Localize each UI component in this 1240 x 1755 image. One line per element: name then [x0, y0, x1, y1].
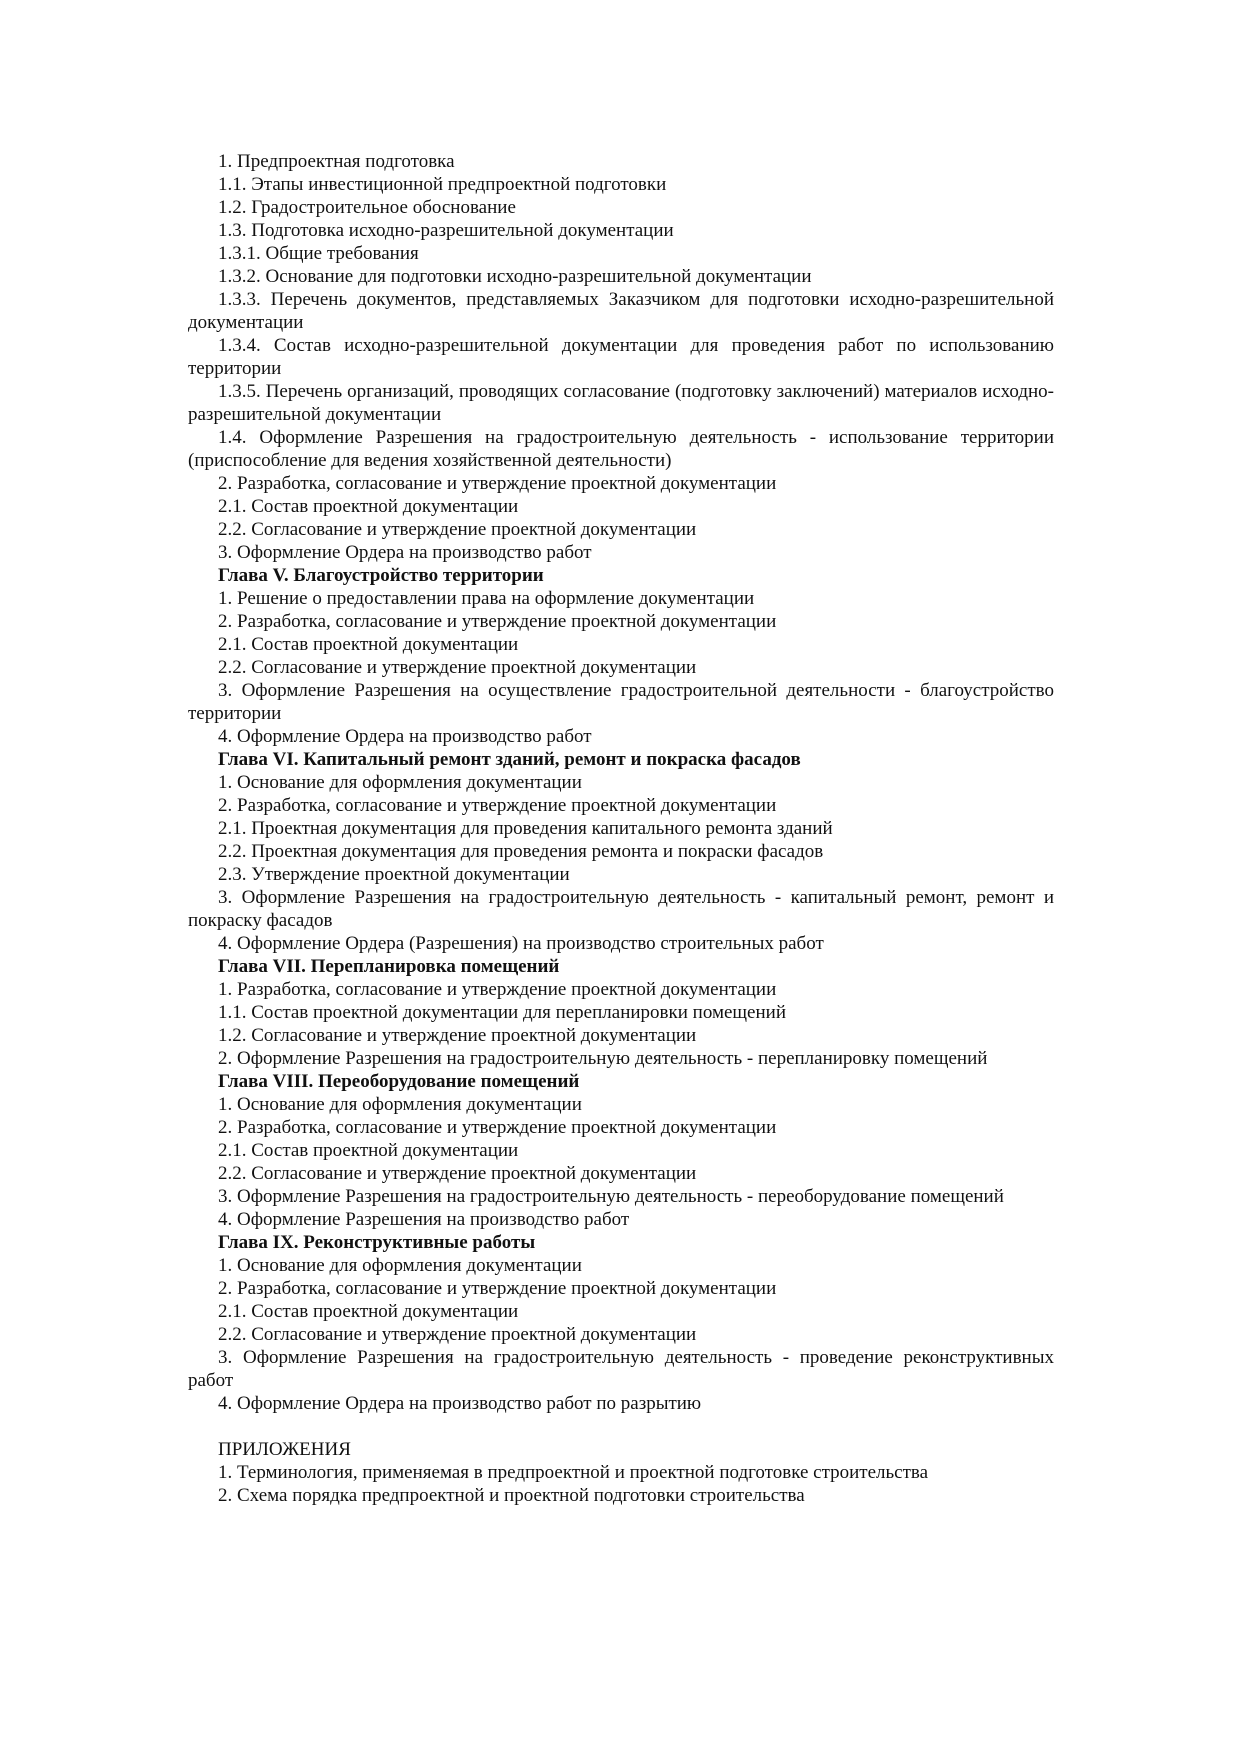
- toc-line: 2. Разработка, согласование и утверждение проектной документации: [218, 1278, 777, 1299]
- toc-line: 1.1. Состав проектной документации для перепланировки помещений: [218, 1002, 786, 1023]
- toc-line: 4. Оформление Ордера на производство работ по разрытию: [218, 1393, 702, 1414]
- appendix-list: [188, 1461, 1054, 1507]
- toc-line: 2.3. Утверждение проектной документации: [218, 864, 570, 885]
- toc-line: 1.3.2. Основание для подготовки исходно-разрешительной документации: [218, 266, 812, 287]
- toc-line: 2.2. Согласование и утверждение проектной документации: [218, 1163, 697, 1184]
- toc-line: 2.1. Состав проектной документации: [218, 496, 519, 517]
- toc-lines: [188, 150, 1054, 1415]
- toc-line: 2.1. Состав проектной документации: [218, 1140, 519, 1161]
- toc-line: 2.2. Согласование и утверждение проектной документации: [218, 519, 697, 540]
- toc-line: 2.1. Проектная документация для проведения капитального ремонта зданий: [218, 818, 833, 839]
- toc-line: 2.1. Состав проектной документации: [218, 1301, 519, 1322]
- toc-line: 4. Оформление Ордера на производство работ: [218, 726, 592, 747]
- table-of-contents: [188, 150, 1054, 1507]
- toc-line: 4. Оформление Разрешения на производство работ: [218, 1209, 630, 1230]
- toc-line: 3. Оформление Разрешения на осуществление градостроительной деятельности - благоустройство территории: [188, 680, 1054, 724]
- chapter-heading: Глава VII. Перепланировка помещений: [218, 956, 560, 977]
- toc-line: 2. Разработка, согласование и утверждение проектной документации: [218, 473, 777, 494]
- toc-line: 2. Разработка, согласование и утверждение проектной документации: [218, 611, 777, 632]
- chapter-heading: Глава VIII. Переоборудование помещений: [218, 1071, 580, 1092]
- appendix-item: 1. Терминология, применяемая в предпроектной и проектной подготовке строительства: [218, 1462, 929, 1483]
- toc-line: 1. Основание для оформления документации: [218, 1094, 582, 1115]
- toc-line: 2.2. Согласование и утверждение проектной документации: [218, 1324, 697, 1345]
- toc-line: 1. Разработка, согласование и утверждение проектной документации: [218, 979, 777, 1000]
- chapter-heading: Глава V. Благоустройство территории: [218, 565, 544, 586]
- toc-line: 1.3.4. Состав исходно-разрешительной документации для проведения работ по использованию территории: [188, 335, 1054, 379]
- toc-line: 1.3.5. Перечень организаций, проводящих согласование (подготовку заключений) материалов исходно-разрешительной документации: [188, 381, 1054, 425]
- toc-line: 2.1. Состав проектной документации: [218, 634, 519, 655]
- toc-line: 2.2. Проектная документация для проведения ремонта и покраски фасадов: [218, 841, 824, 862]
- toc-line: 1.2. Градостроительное обоснование: [218, 197, 516, 218]
- appendix-title: ПРИЛОЖЕНИЯ: [218, 1439, 351, 1460]
- section-spacer: [188, 1415, 1054, 1438]
- toc-line: 1. Предпроектная подготовка: [218, 151, 455, 172]
- toc-line: 1. Основание для оформления документации: [218, 772, 582, 793]
- toc-line: 1. Основание для оформления документации: [218, 1255, 582, 1276]
- toc-line: 2. Оформление Разрешения на градостроительную деятельность - перепланировку помещений: [218, 1048, 988, 1069]
- toc-line: 3. Оформление Ордера на производство работ: [218, 542, 592, 563]
- toc-line: 3. Оформление Разрешения на градостроительную деятельность - проведение реконструктивных работ: [188, 1347, 1054, 1391]
- toc-line: 1.4. Оформление Разрешения на градостроительную деятельность - использование территории (приспособление для ведения хозяйственной деятельности): [188, 427, 1054, 471]
- toc-line: 4. Оформление Ордера (Разрешения) на производство строительных работ: [218, 933, 824, 954]
- toc-line: 3. Оформление Разрешения на градостроительную деятельность - переоборудование помещений: [218, 1186, 1004, 1207]
- toc-line: 1.3.3. Перечень документов, представляемых Заказчиком для подготовки исходно-разрешительной документации: [188, 289, 1054, 333]
- toc-line: 1.2. Согласование и утверждение проектной документации: [218, 1025, 697, 1046]
- appendix-item: 2. Схема порядка предпроектной и проектной подготовки строительства: [218, 1485, 805, 1506]
- toc-line: 2. Разработка, согласование и утверждение проектной документации: [218, 795, 777, 816]
- toc-line: 2. Разработка, согласование и утверждение проектной документации: [218, 1117, 777, 1138]
- toc-line: 1.1. Этапы инвестиционной предпроектной подготовки: [218, 174, 667, 195]
- toc-line: 1. Решение о предоставлении права на оформление документации: [218, 588, 755, 609]
- toc-line: 1.3. Подготовка исходно-разрешительной документации: [218, 220, 674, 241]
- toc-line: 2.2. Согласование и утверждение проектной документации: [218, 657, 697, 678]
- chapter-heading: Глава IX. Реконструктивные работы: [218, 1232, 536, 1253]
- toc-line: 3. Оформление Разрешения на градостроительную деятельность - капитальный ремонт, ремонт и покраску фасадов: [188, 887, 1054, 931]
- toc-line: 1.3.1. Общие требования: [218, 243, 419, 264]
- chapter-heading: Глава VI. Капитальный ремонт зданий, ремонт и покраска фасадов: [218, 749, 801, 770]
